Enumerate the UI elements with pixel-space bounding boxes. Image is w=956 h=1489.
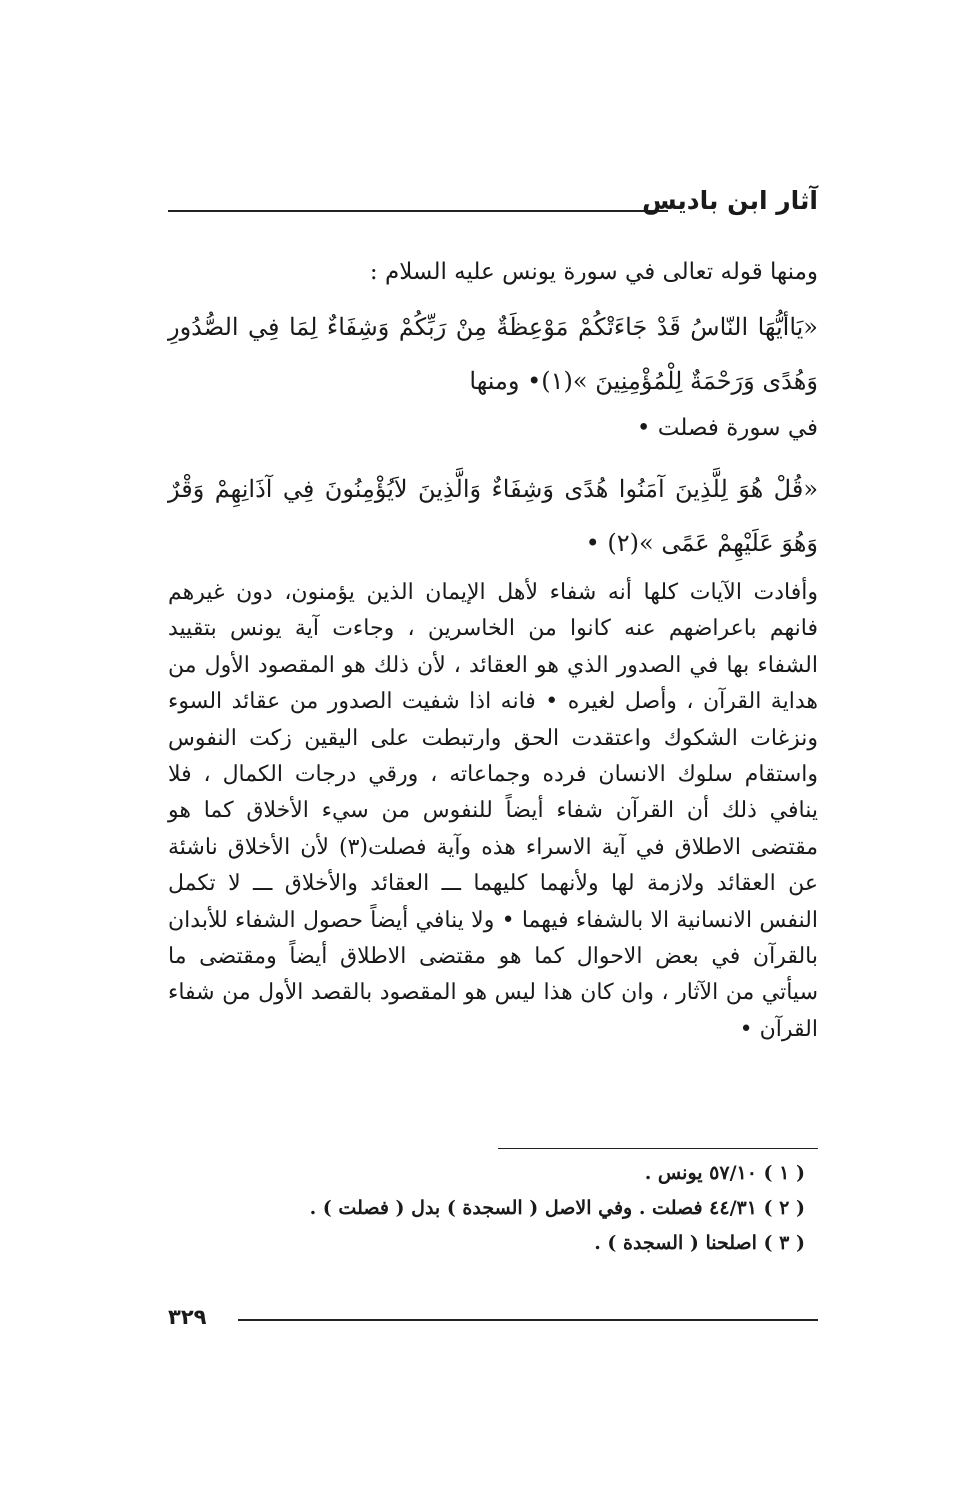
header-rule <box>168 210 668 212</box>
quran-verse-fussilat <box>168 462 818 570</box>
running-title: آثار ابن باديس <box>642 186 818 215</box>
commentary-text: وأفادت الآيات كلها أنه شفاء لأهل الإيمان الذين يؤمنون، دون غيرهم فانهم باعراضهم عنه كانوا من الخاسرين ، وجاءت آية يونس بتقييد الشفاء بها في الصدور الذي هو العقائد ، لأن ذلك هو المقصود الأول من هداية القرآن ، وأصل لغيره • فانه اذا شفيت الصدور من عقائد السوء ونزغات الشكوك واعتقدت الحق وارتبطت على اليقين زكت النفوس واستقام سلوك الانسان فرده وجماعاته ، ورقي درجات الكمال ، فلا ينافي ذلك أن القرآن شفاء أيضاً للنفوس من سيء الأخلاق كما هو مقتضى الاطلاق في آية الاسراء هذه وآية فصلت(٣) لأن الأخلاق ناشئة عن العقائد ولازمة لها ولأنهما كليهما ـــ العقائد والأخلاق ـــ لا تكمل النفس الانسانية الا بالشفاء فيهما • ولا ينافي أيضاً حصول الشفاء للأبدان بالقرآن في بعض الاحوال كما هو مقتضى الاطلاق أيضاً ومقتضى ما سيأتي من الآثار ، وان كان هذا ليس هو المقصود بالقصد الأول من شفاء القرآن • <box>168 580 819 1042</box>
footnotes <box>180 1156 805 1261</box>
footnote-2: ( ٢ ) ٤٤/٣١ فصلت . وفي الاصل ( السجدة ) بدل ( فصلت ) . <box>309 1197 805 1219</box>
page-number: ٣٢٩ <box>168 1305 207 1329</box>
footnote-1: ( ١ ) ٥٧/١٠ يونس . <box>644 1162 805 1184</box>
verse-fussilat-text: «قُلْ هُوَ لِلَّذِينَ آمَنُوا هُدًى وَشِفَاءٌ وَالَّذِينَ لاَيُؤْمِنُونَ فِي آذَانِهِمْ وَقْرٌ وَهُوَ عَلَيْهِمْ عَمًى »(٢) • <box>168 475 818 557</box>
footer-rule <box>238 1319 818 1321</box>
verse-continuation-text: في سورة فصلت • <box>636 415 818 441</box>
verse-continuation <box>168 408 818 448</box>
intro-text: ومنها قوله تعالى في سورة يونس عليه السلام : <box>369 259 818 285</box>
page-footer <box>168 1305 818 1335</box>
footnote-3: ( ٣ ) اصلحنا ( السجدة ) . <box>594 1232 805 1254</box>
commentary-paragraph <box>168 575 818 1048</box>
running-header <box>168 186 818 226</box>
quran-verse-yunus <box>168 300 818 408</box>
footnote-rule <box>498 1148 818 1149</box>
verse-yunus-text: «يَاأيُّهَا النّاسُ قَدْ جَاءَتْكُمْ مَوْعِظَةٌ مِنْ رَبِّكُمْ وَشِفَاءٌ لِمَا فِي الصُّدُورِ وَهُدًى وَرَحْمَةٌ لِلْمُؤْمِنِينَ »(١)• ومنها <box>168 313 818 395</box>
intro-line <box>168 252 818 292</box>
